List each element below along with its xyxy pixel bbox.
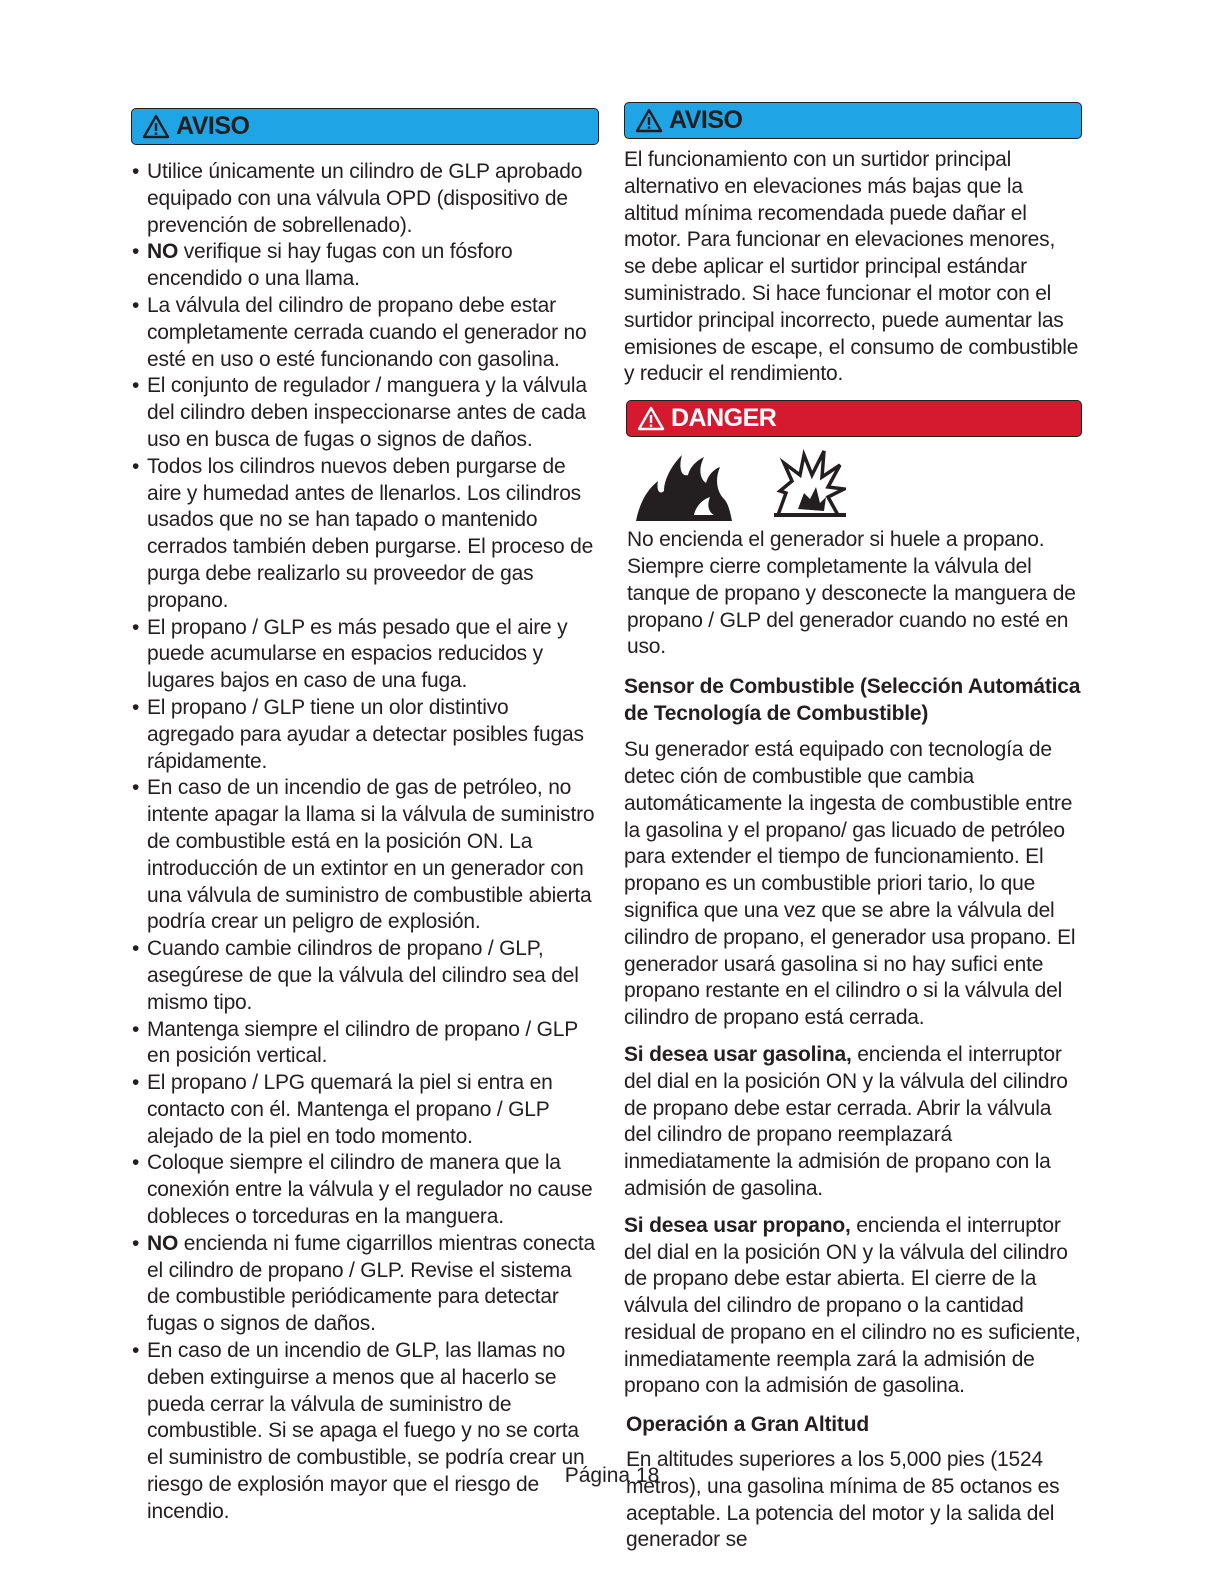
bullet-item: [131, 775, 599, 936]
bullet-item: [131, 936, 599, 1016]
bullet-text: En caso de un incendio de GLP, las llamas no deben extinguirse a menos que al hacerlo se pueda cerrar la válvula de suministro de combustible. Si se apaga el fuego y no se corta el suministro de combustible, se podría crear un riesgo de explosión mayor que el riesgo de incendio.: [147, 1339, 585, 1523]
bullet-item: [131, 1070, 599, 1150]
warning-triangle-icon: [637, 406, 665, 431]
bullet-text: El propano / GLP tiene un olor distintivo agregado para ayudar a detectar posibles fugas rápidamente.: [147, 695, 584, 773]
aviso-label-right: AVISO: [669, 106, 743, 135]
bullet-text: verifique si hay fugas con un fósforo encendido o una llama.: [147, 240, 513, 291]
bullet-emphasis: NO: [147, 240, 179, 264]
bullet-item: [131, 239, 599, 293]
gasoline-paragraph: [624, 1042, 1082, 1203]
bullet-item: [131, 159, 599, 239]
danger-banner: [626, 400, 1082, 437]
left-column: [131, 108, 599, 1526]
bullet-item: [131, 615, 599, 695]
warning-triangle-icon: [142, 114, 170, 139]
bullet-text: En caso de un incendio de gas de petróleo, no intente apagar la llama si la válvula de suministro de combustible está en la posición ON. La introducción de un extintor en un generador con una válvula de suministro de combustible abierta podría crear un peligro de explosión.: [147, 776, 595, 934]
explosion-hazard-icon: [774, 449, 846, 519]
bullet-item: [131, 695, 599, 775]
bullet-text: Mantenga siempre el cilindro de propano / GLP en posición vertical.: [147, 1017, 578, 1068]
fuel-sensor-text: Su generador está equipado con tecnología de detec ción de combustible que cambia automáticamente la ingesta de combustible entre la gasolina y el propano/ gas licuado de petróleo para extender el tiempo de funcionamiento. El propano es un combustible priori tario, lo que significa que una vez que se abre la válvula del cilindro de propano, el generador usa propano. El generador usará gasolina si no hay sufici ente propano restante en el cilindro o si la válvula del cilindro de propano está cerrada.: [624, 738, 1076, 1030]
bullet-text: encienda ni fume cigarrillos mientras conecta el cilindro de propano / GLP. Revise el sistema de combustible periódicamente para detectar fugas o signos de daños.: [147, 1231, 595, 1336]
propane-text: encienda el interruptor del dial en la posición ON y la válvula del cilindro de propano debe estar abierta. El cierre de la válvula del cilindro de propano o la cantidad residual de propano en el cilindro no es suficiente, inmediatamente reempla zará la admisión de propano con la admisión de gasolina.: [624, 1213, 1081, 1398]
aviso-banner-right: [624, 102, 1082, 139]
gasoline-text: encienda el interruptor del dial en la posición ON y la válvula del cilindro de propano debe estar cerrada. Abrir la válvula del cilindro de propano reemplazará inmediatamente la admisión de propano con la admisión de gasolina.: [624, 1042, 1068, 1200]
bullet-text: El propano / GLP es más pesado que el aire y puede acumularse en espacios reducidos y lugares bajos en caso de una fuga.: [147, 615, 568, 693]
bullet-item: [131, 373, 599, 453]
bullet-emphasis: NO: [147, 1231, 179, 1255]
bullet-text: Utilice únicamente un cilindro de GLP aprobado equipado con una válvula OPD (dispositivo de prevención de sobrellenado).: [147, 160, 583, 237]
aviso-text: El funcionamiento con un surtidor principal alternativo en elevaciones más bajas que la altitud mínima recomendada puede dañar el motor. Para funcionar en elevaciones menores, se debe aplicar el surtidor principal estándar suministrado. Si hace funcionar el motor con el surtidor principal incorrecto, puede aumentar las emisiones de escape, el consumo de combustible y reducir el rendimiento.: [624, 148, 1079, 386]
bullet-text: El propano / LPG quemará la piel si entra en contacto con él. Mantenga el propano / GLP alejado de la piel en todo momento.: [147, 1071, 553, 1148]
fire-hazard-icon: [634, 451, 734, 523]
bullet-text: Cuando cambie cilindros de propano / GLP, asegúrese de que la válvula del cilindro sea del mismo tipo.: [147, 937, 579, 1014]
safety-bullet-list: [131, 159, 599, 1526]
bullet-item: [131, 1231, 599, 1338]
hazard-symbols: [624, 443, 1082, 523]
gasoline-lead: Si desea usar gasolina,: [624, 1042, 852, 1066]
propane-paragraph: [624, 1213, 1082, 1401]
bullet-item: [131, 454, 599, 615]
altitude-heading: Operación a Gran Altitud: [626, 1413, 869, 1437]
page-number: Página 18: [564, 1464, 660, 1487]
danger-text: No encienda el generador si huele a propano. Siempre cierre completamente la válvula del tanque de propano y desconecte la manguera de propano / GLP del generador cuando no esté en uso.: [627, 528, 1076, 659]
altitude-text: En altitudes superiores a los 5,000 pies (1524 metros), una gasolina mínima de 85 octanos es aceptable. La potencia del motor y la salida del generador se: [626, 1448, 1060, 1552]
aviso-banner-left: [131, 108, 599, 145]
bullet-text: Todos los cilindros nuevos deben purgarse de aire y humedad antes de llenarlos. Los cilindros usados que no se han tapado o mantenido cerrados también deben purgarse. El proceso de purga debe realizarlo su proveedor de gas propano.: [147, 454, 594, 612]
bullet-item: [131, 1150, 599, 1230]
propane-lead: Si desea usar propano,: [624, 1213, 851, 1237]
bullet-text: La válvula del cilindro de propano debe estar completamente cerrada cuando el generador no esté en uso o esté funcionando con gasolina.: [147, 293, 587, 371]
fuel-sensor-heading: Sensor de Combustible (Selección Automática de Tecnología de Combustible): [624, 675, 1081, 726]
danger-label: DANGER: [671, 404, 777, 433]
bullet-text: Coloque siempre el cilindro de manera que la conexión entre la válvula y el regulador no cause dobleces o torceduras en la manguera.: [147, 1151, 593, 1229]
bullet-item: [131, 293, 599, 373]
bullet-item: [131, 1017, 599, 1071]
bullet-item: [131, 1338, 599, 1526]
right-column: [624, 102, 1082, 1554]
warning-triangle-icon: [635, 108, 663, 133]
aviso-label-left: AVISO: [176, 112, 250, 141]
bullet-text: El conjunto de regulador / manguera y la válvula del cilindro deben inspeccionarse antes de cada uso en busca de fugas o signos de daños.: [147, 374, 587, 451]
